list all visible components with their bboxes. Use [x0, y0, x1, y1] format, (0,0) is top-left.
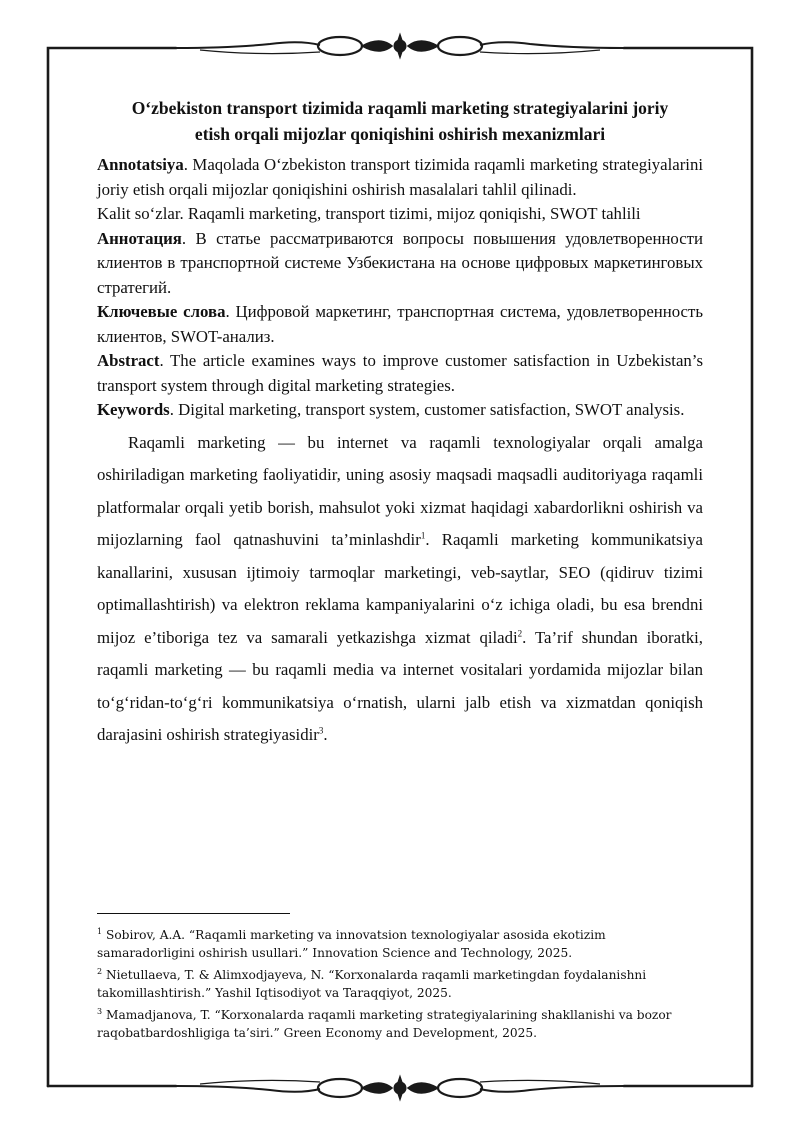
keywords-en	[97, 398, 703, 423]
footnotes	[97, 923, 707, 1043]
annotation-uz	[97, 153, 703, 202]
annotation-ru-label: Аннотация	[97, 228, 182, 248]
footnote-separator	[97, 913, 290, 914]
footnote-1	[97, 923, 707, 963]
footnote-2	[97, 963, 707, 1003]
footnote-3	[97, 1003, 707, 1043]
keywords-ru-label: Ключевые слова	[97, 302, 226, 321]
keywords-en-label: Keywords	[97, 400, 170, 419]
footnote-2-num: 2	[97, 966, 103, 976]
footnote-1-text: Sobirov, A.A. “Raqamli marketing va innovatsion texnologiyalar asosida ekotizim samaradorligini oshirish usullari.” Innovation Science and Technology, 2025.	[97, 928, 606, 961]
article-title	[97, 95, 703, 147]
abstract-en-label: Abstract	[97, 351, 160, 370]
keywords-en-text: . Digital marketing, transport system, customer satisfaction, SWOT analysis.	[169, 400, 685, 419]
keywords-ru-text: . Цифровой маркетинг, транспортная система, удовлетворенность клиентов, SWOT-анализ.	[97, 302, 703, 346]
keywords-uz-text: Kalit so‘zlar. Raqamli marketing, transport tizimi, mijoz qoniqishi, SWOT tahlili	[97, 204, 641, 223]
footnote-3-num: 3	[97, 1006, 103, 1016]
article-content	[97, 95, 703, 752]
top-ornament	[176, 34, 624, 58]
body-part-3: . Ta’rif shundan iboratki, raqamli marketing — bu raqamli media va internet vositalari yordamida mijozlar bilan to‘g‘ridan-to‘g‘ri kommunikatsiya o‘rnatish, ularni jalb etish va xizmatdan qoniqish darajasini oshirish strategiyasidir	[97, 627, 703, 744]
body-part-1: Raqamli marketing — bu internet va raqamli texnologiyalar orqali amalga oshiriladigan marketing faoliyatidir, uning asosiy maqsadi maqsadli auditoriyaga raqamli platformalar orqali yetib borish, mahsulot yoki xizmat haqidagi xabardorlikni oshirish va mijozlarning faol qatnashuvini ta’minlashdir	[97, 432, 703, 549]
body-part-4: .	[323, 725, 328, 744]
footnote-2-text: Nietullaeva, T. & Alimxodjayeva, N. “Korxonalarda raqamli marketingdan foydalanishni takomillashtirish.” Yashil Iqtisodiyot va Taraqqiyot, 2025.	[97, 967, 647, 1001]
abstract-en-text: . The article examines ways to improve customer satisfaction in Uzbekistan’s transport system through digital marketing strategies.	[97, 351, 703, 395]
footnote-ref-2[interactable]: 2	[517, 627, 523, 638]
annotation-uz-text: . Maqolada O‘zbekiston transport tizimida raqamli marketing strategiyalarini joriy etish orqali mijozlar qoniqishini oshirish masalalari tahlil qilinadi.	[97, 155, 703, 199]
title-line-1: O‘zbekiston transport tizimida raqamli marketing strategiyalarini joriy	[131, 98, 669, 118]
body-part-2: . Raqamli marketing kommunikatsiya kanallarini, xususan ijtimoiy tarmoqlar marketingi, veb-saytlar, SEO (qidiruv tizimi optimallashtirish) va elektron reklama kampaniyalarini o‘z ichiga oladi, bu esa brendni mijoz e’tiboriga tez va samarali yetkazishga xizmat qiladi	[97, 530, 703, 647]
footnote-1-num: 1	[97, 927, 103, 936]
abstract-en	[97, 349, 703, 398]
title-line-2: etish orqali mijozlar qoniqishini oshirish mexanizmlari	[194, 124, 606, 144]
bottom-ornament	[176, 1076, 624, 1100]
footnote-3-text: Mamadjanova, T. “Korxonalarda raqamli marketing strategiyalarining shakllanishi va bozor raqobatbardoshligiga ta’siri.” Green Economy and Development, 2025.	[97, 1007, 672, 1041]
footnote-ref-3[interactable]: 3	[318, 725, 324, 736]
annotation-uz-label: Annotatsiya	[97, 155, 184, 174]
keywords-uz	[97, 202, 703, 227]
keywords-ru	[97, 300, 703, 349]
annotation-ru-text: . В статье рассматриваются вопросы повышения удовлетворенности клиентов в транспортной системе Узбекистана на основе цифровых маркетинговых стратегий.	[97, 228, 703, 297]
footnote-ref-1[interactable]: 1	[420, 530, 426, 541]
body-paragraph	[97, 427, 703, 752]
annotation-ru	[97, 227, 703, 301]
